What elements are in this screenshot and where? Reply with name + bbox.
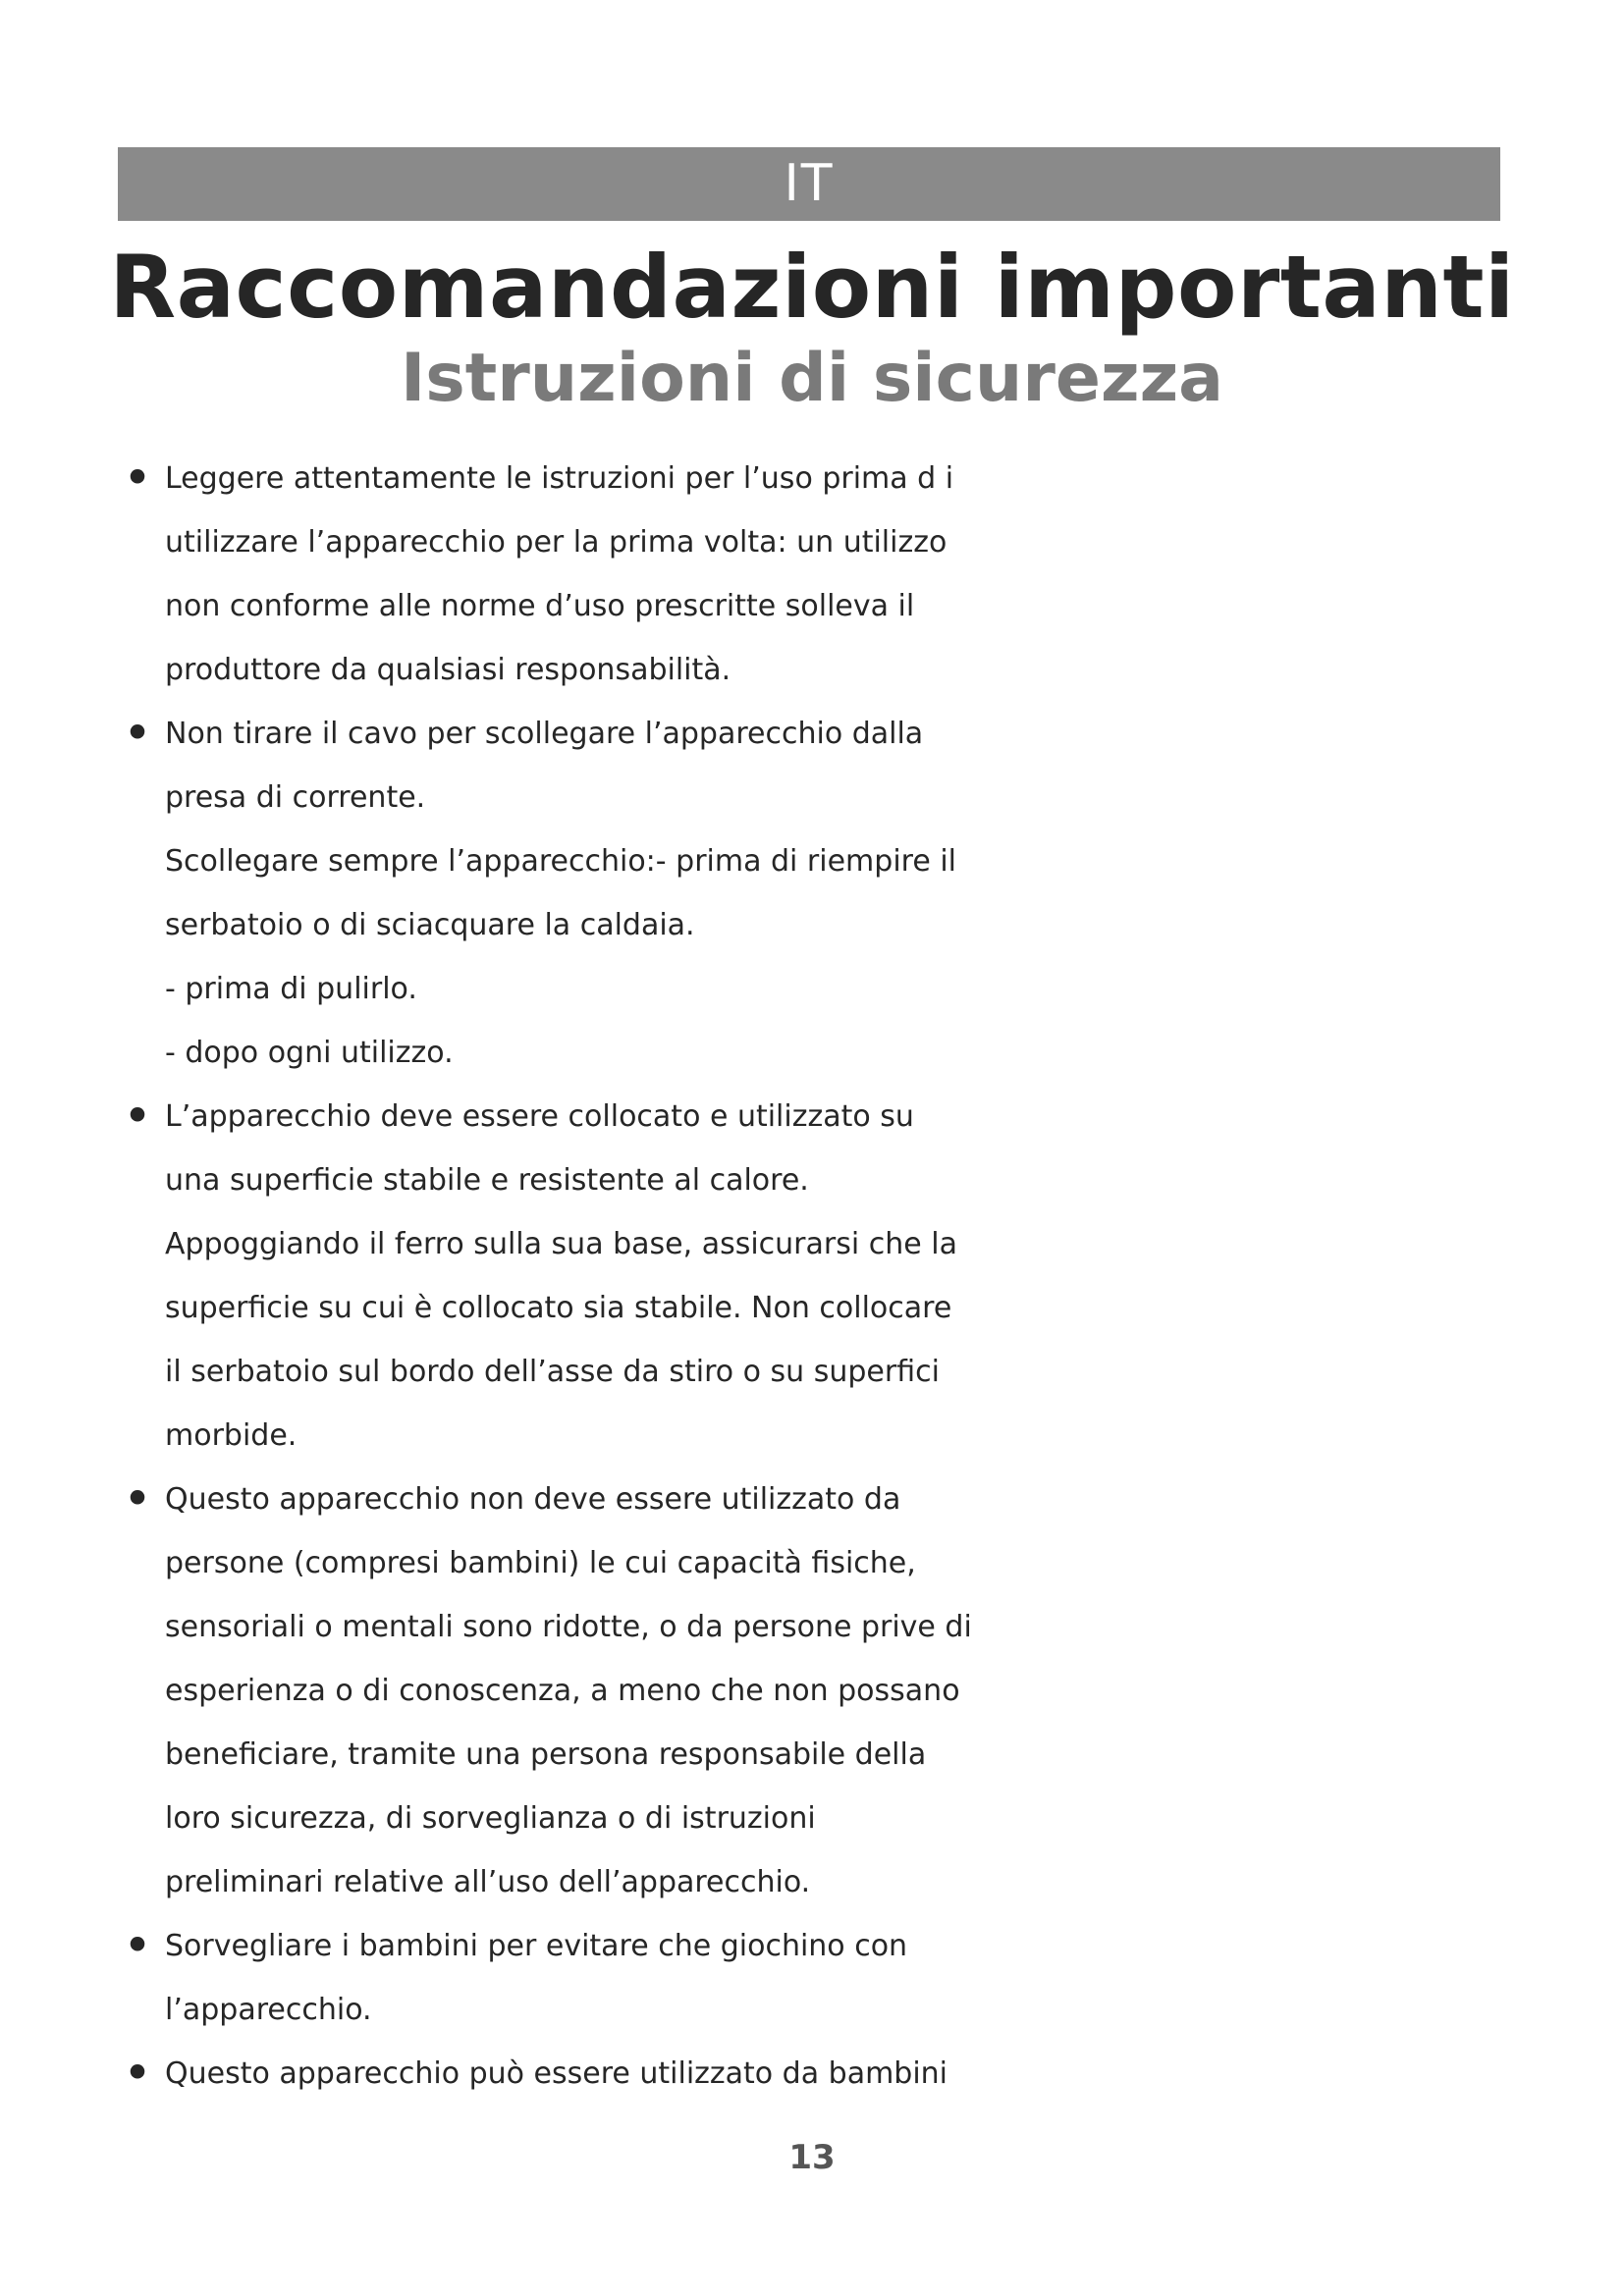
bullet-icon: •: [123, 1088, 152, 1145]
text-line: L’apparecchio deve essere collocato e utilizzato su: [165, 1099, 914, 1134]
text-line: Sorvegliare i bambini per evitare che giochino con: [165, 1929, 908, 1963]
list-item: [118, 1085, 1542, 1468]
bullet-icon: •: [123, 705, 152, 762]
text-line: superficie su cui è collocato sia stabile. Non collocare: [165, 1291, 952, 1325]
bullet-icon: •: [123, 2045, 152, 2102]
text-line: l’apparecchio.: [165, 1993, 372, 2027]
bullet-icon: •: [123, 1470, 152, 1527]
text-line: preliminari relative all’uso dell’apparecchio.: [165, 1865, 811, 1899]
text-line: utilizzare l’apparecchio per la prima volta: un utilizzo: [165, 525, 947, 560]
safety-instructions-list: [118, 447, 1542, 2106]
text-line: Scollegare sempre l’apparecchio:- prima di riempire il: [165, 844, 956, 879]
text-line: Appoggiando il ferro sulla sua base, assicurarsi che la: [165, 1227, 957, 1261]
list-item: [118, 1468, 1542, 1914]
text-line: una superficie stabile e resistente al calore.: [165, 1163, 809, 1198]
language-banner: [118, 147, 1500, 221]
page-title: Raccomandazioni importanti: [109, 237, 1515, 338]
list-item: [118, 2042, 1542, 2106]
page-number: 13: [788, 2138, 836, 2177]
text-line: Questo apparecchio può essere utilizzato da bambini: [165, 2056, 948, 2091]
list-item: [118, 447, 1542, 702]
text-line: serbatoio o di sciacquare la caldaia.: [165, 908, 695, 942]
text-line: il serbatoio sul bordo dell’asse da stiro o su superfici: [165, 1355, 940, 1389]
bullet-icon: •: [123, 1917, 152, 1974]
text-line: sensoriali o mentali sono ridotte, o da persone prive di: [165, 1610, 972, 1644]
language-code: IT: [784, 154, 835, 213]
list-item: [118, 1914, 1542, 2042]
text-line: - dopo ogni utilizzo.: [165, 1036, 454, 1070]
text-line: non conforme alle norme d’uso prescritte solleva il: [165, 589, 915, 623]
text-line: loro sicurezza, di sorveglianza o di istruzioni: [165, 1801, 816, 1836]
text-line: presa di corrente.: [165, 780, 426, 815]
text-line: produttore da qualsiasi responsabilità.: [165, 653, 731, 687]
text-line: - prima di pulirlo.: [165, 972, 417, 1006]
text-line: morbide.: [165, 1418, 298, 1453]
text-line: beneficiare, tramite una persona responsabile della: [165, 1737, 927, 1772]
text-line: persone (compresi bambini) le cui capacità fisiche,: [165, 1546, 916, 1580]
page-subtitle: Istruzioni di sicurezza: [400, 340, 1224, 417]
text-line: esperienza o di conoscenza, a meno che non possano: [165, 1674, 960, 1708]
text-line: Non tirare il cavo per scollegare l’apparecchio dalla: [165, 717, 924, 751]
text-line: Questo apparecchio non deve essere utilizzato da: [165, 1482, 901, 1517]
list-item: [118, 702, 1542, 1085]
text-line: Leggere attentamente le istruzioni per l’uso prima d i: [165, 461, 954, 496]
bullet-icon: •: [123, 450, 152, 507]
